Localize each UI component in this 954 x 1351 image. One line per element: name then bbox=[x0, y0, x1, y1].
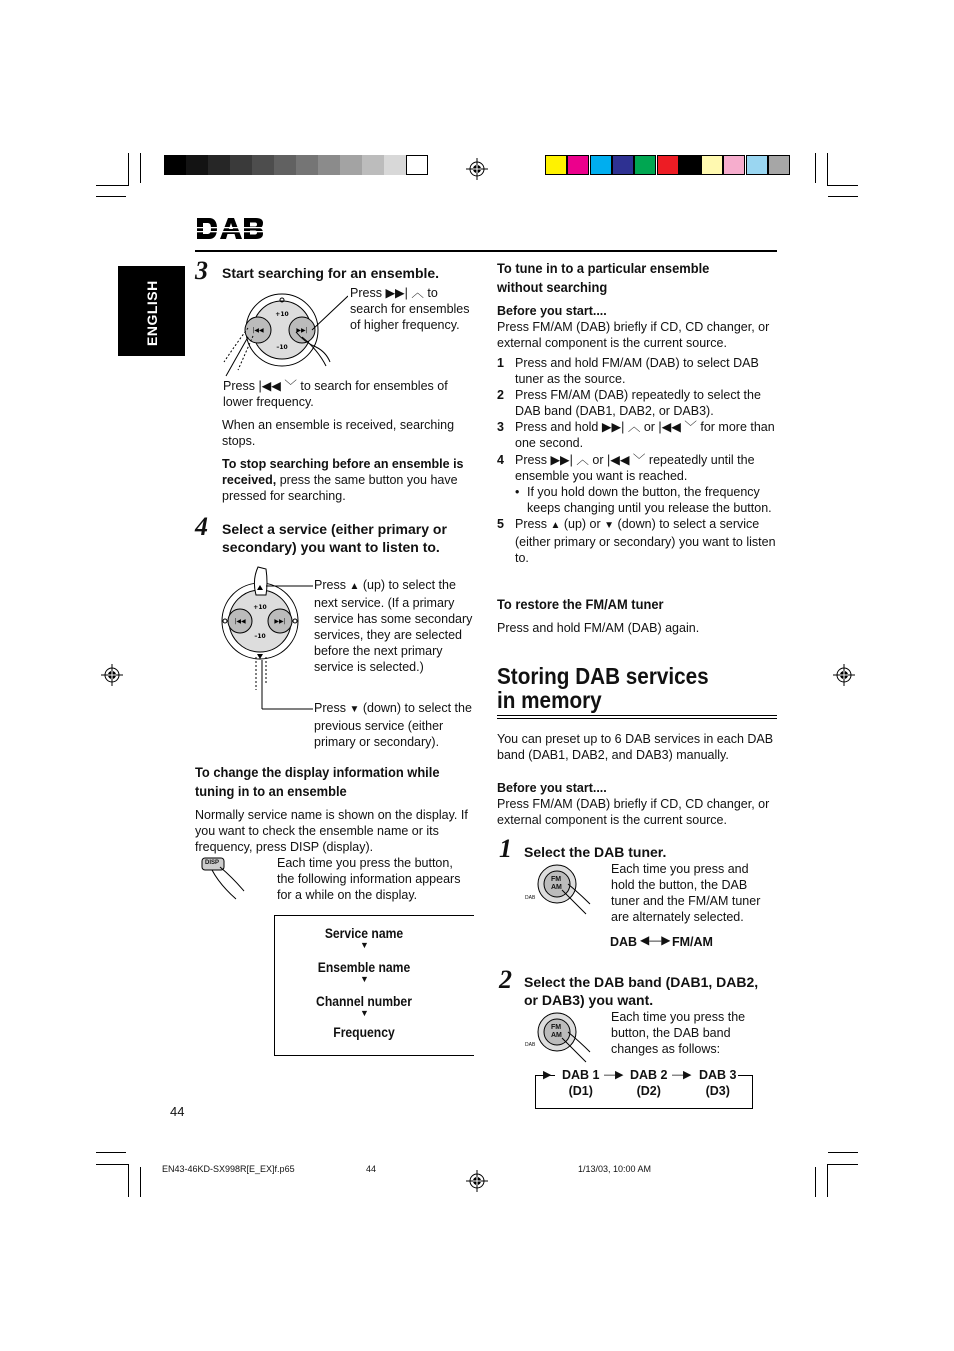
footer-file: EN43-46KD-SX998R[E_EX]f.p65 bbox=[162, 1164, 295, 1174]
fmam-button-bottom: AM bbox=[551, 884, 562, 891]
prev-down-icon: |◀◀ ﹀ bbox=[258, 379, 297, 393]
tune-before-body: Press FM/AM (DAB) briefly if CD, CD changer, or external component is the current source. bbox=[497, 320, 770, 350]
down-arrow-icon: ▼ bbox=[360, 974, 369, 984]
footer-page: 44 bbox=[366, 1164, 377, 1174]
display-cycle-item: Service name bbox=[324, 926, 404, 941]
storing-heading: Storing DAB services in memory bbox=[497, 663, 709, 713]
step3-title: Start searching for an ensemble. bbox=[222, 265, 440, 281]
display-cycle-item: Channel number bbox=[316, 994, 412, 1009]
fmam-button-side-2: DAB bbox=[525, 1042, 536, 1048]
tune-step-1: 1 Press and hold FM/AM (DAB) to select DAB tuner as the source. bbox=[497, 356, 759, 386]
tune-step-3: 3 Press and hold ▶▶| ︿ or |◀◀ ﹀ for more than one second. bbox=[497, 420, 775, 450]
gray-swatch bbox=[318, 155, 340, 175]
svg-text:|◀◀: |◀◀ bbox=[234, 618, 246, 625]
step4-up-text: Press ▲ (up) to select the next service. (If a primary service has some secondary services, they are selected before the next primary service is selected.) bbox=[314, 578, 473, 674]
up-triangle-icon: ▲ bbox=[349, 581, 360, 592]
color-swatch bbox=[590, 155, 612, 175]
storing-rule bbox=[497, 715, 777, 716]
language-tab bbox=[118, 266, 185, 356]
color-swatch bbox=[768, 155, 790, 175]
display-heading: To change the display information while tuning in to an ensemble bbox=[195, 764, 440, 799]
band-2: DAB 2 (D2) bbox=[630, 1068, 668, 1098]
gray-swatch bbox=[208, 155, 230, 175]
next-up-icon: ▶▶| ︿ bbox=[601, 420, 641, 434]
header-rule bbox=[195, 250, 777, 252]
registration-mark-bottom bbox=[466, 1170, 488, 1192]
store-step2-number: 2 bbox=[499, 965, 512, 994]
storing-rule-2 bbox=[497, 718, 777, 719]
next-up-icon: ▶▶| ︿ bbox=[385, 286, 424, 300]
gray-swatch bbox=[252, 155, 274, 175]
color-swatch bbox=[612, 155, 634, 175]
tune-step-4: 4 Press ▶▶| ︿ or |◀◀ ﹀ repeatedly until the ensemble you want is reached. bbox=[497, 453, 755, 483]
gray-swatch bbox=[384, 155, 406, 175]
tune-step-5: 5 Press ▲ (up) or ▼ (down) to select a service (either primary or secondary) you want to listen to. bbox=[497, 517, 776, 565]
display-cycle-item: Frequency bbox=[333, 1025, 395, 1040]
color-swatch bbox=[567, 155, 589, 175]
store-step1-title: Select the DAB tuner. bbox=[524, 844, 667, 860]
display-cycle-item: Ensemble name bbox=[317, 960, 411, 975]
tune-bullet: • If you hold down the button, the frequency keeps changing until you release the button. bbox=[515, 485, 772, 515]
down-arrow-icon: ▼ bbox=[360, 940, 369, 950]
color-swatch bbox=[679, 155, 701, 175]
control-dial-updown-icon bbox=[218, 565, 318, 710]
bullet-dot-icon: • bbox=[515, 485, 520, 499]
display-body: Normally service name is shown on the display. If you want to check the ensemble name or its frequency, press DISP (display). bbox=[195, 808, 468, 854]
disp-button-label: DISP bbox=[205, 860, 220, 866]
control-dial-icon bbox=[218, 292, 348, 377]
gray-swatch bbox=[186, 155, 208, 175]
down-arrow-icon: ▼ bbox=[360, 1008, 369, 1018]
store-step1-number: 1 bbox=[499, 834, 512, 863]
svg-text:▶▶|: ▶▶| bbox=[296, 327, 308, 334]
prev-down-icon: |◀◀ ﹀ bbox=[606, 453, 646, 467]
tune-heading: To tune in to a particular ensemble without searching bbox=[497, 260, 710, 295]
restore-heading: To restore the FM/AM tuner bbox=[497, 596, 664, 612]
fmam-button-icon bbox=[522, 862, 610, 917]
band-arrow-icon: —▶ bbox=[672, 1069, 692, 1081]
gray-swatch bbox=[274, 155, 296, 175]
color-swatch bbox=[545, 155, 567, 175]
step3-lower-text: Press |◀◀ ﹀ to search for ensembles of lower frequency. bbox=[223, 379, 448, 409]
band-cycle-top-right bbox=[738, 1075, 752, 1076]
gray-swatch bbox=[340, 155, 362, 175]
band-3: DAB 3 (D3) bbox=[699, 1068, 737, 1098]
tune-step-2: 2 Press FM/AM (DAB) repeatedly to select the DAB band (DAB1, DAB2, or DAB3). bbox=[497, 388, 761, 418]
svg-text:+10: +10 bbox=[253, 604, 267, 611]
gray-swatch bbox=[362, 155, 384, 175]
color-swatch bbox=[634, 155, 656, 175]
gray-swatch bbox=[296, 155, 318, 175]
svg-text:–10: –10 bbox=[254, 633, 266, 640]
step3-number: 3 bbox=[195, 256, 208, 285]
color-swatch bbox=[723, 155, 745, 175]
registration-mark-left bbox=[101, 664, 123, 686]
double-arrow-icon: ◀—▶ bbox=[640, 933, 671, 947]
fmam-button-bottom-2: AM bbox=[551, 1032, 562, 1039]
storing-intro: You can preset up to 6 DAB services in each DAB band (DAB1, DAB2, and DAB3) manually. bbox=[497, 732, 774, 762]
fmam-button-top-2: FM bbox=[551, 1024, 562, 1031]
language-tab-label: ENGLISH bbox=[144, 280, 160, 346]
fmam-button-icon-2 bbox=[522, 1010, 610, 1065]
restore-body: Press and hold FM/AM (DAB) again. bbox=[497, 621, 700, 635]
prev-down-icon: |◀◀ ﹀ bbox=[658, 420, 697, 434]
display-each-time: Each time you press the button, the following information appears for a while on the display. bbox=[277, 856, 461, 902]
registration-mark-top bbox=[466, 158, 488, 180]
gray-swatch bbox=[406, 155, 428, 175]
up-triangle-icon: ▲ bbox=[550, 520, 561, 531]
dab-toggle-right: FM/AM bbox=[672, 935, 713, 949]
band-1: DAB 1 (D1) bbox=[562, 1068, 600, 1098]
next-up-icon: ▶▶| ︿ bbox=[550, 453, 589, 467]
step4-title: Select a service (either primary or secondary) you want to listen to. bbox=[222, 521, 447, 555]
tune-steps bbox=[497, 355, 779, 566]
step4-number: 4 bbox=[195, 512, 208, 541]
page-number: 44 bbox=[170, 1104, 185, 1119]
color-swatch bbox=[657, 155, 679, 175]
svg-text:▶▶|: ▶▶| bbox=[274, 618, 286, 625]
gray-swatch bbox=[230, 155, 252, 175]
step4-down-text: Press ▼ (down) to select the previous service (either primary or secondary). bbox=[314, 701, 472, 749]
svg-text:–10: –10 bbox=[276, 344, 288, 351]
step3-higher-text: Press ▶▶| ︿ to search for ensembles of higher frequency. bbox=[350, 286, 470, 332]
fmam-button-side: DAB bbox=[525, 895, 536, 901]
fmam-button-top: FM bbox=[551, 876, 562, 883]
gray-swatch bbox=[164, 155, 186, 175]
color-swatch bbox=[701, 155, 723, 175]
step3-stop: To stop searching before an ensemble is received, press the same button you have pressed for searching. bbox=[222, 457, 464, 503]
registration-mark-right bbox=[833, 664, 855, 686]
svg-text:|◀◀: |◀◀ bbox=[252, 327, 264, 334]
store-step2-title: Select the DAB band (DAB1, DAB2, or DAB3) you want. bbox=[524, 974, 759, 1008]
storing-before-body: Press FM/AM (DAB) briefly if CD, CD changer, or external component is the current source. bbox=[497, 797, 770, 827]
dab-toggle-left: DAB bbox=[610, 935, 638, 949]
storing-before: Before you start.... bbox=[497, 781, 607, 795]
store-step1-desc: Each time you press and hold the button, the DAB tuner and the FM/AM tuner are alternately selected. bbox=[611, 862, 761, 924]
footer-date: 1/13/03, 10:00 AM bbox=[578, 1164, 652, 1174]
step3-received: When an ensemble is received, searching stops. bbox=[222, 418, 455, 448]
dab-logo bbox=[195, 216, 265, 241]
svg-text:+10: +10 bbox=[275, 311, 289, 318]
down-triangle-icon: ▼ bbox=[349, 704, 360, 715]
tune-before: Before you start.... bbox=[497, 304, 607, 318]
band-arrow-icon: ▶ bbox=[543, 1069, 552, 1081]
down-triangle-icon: ▼ bbox=[604, 520, 615, 531]
band-arrow-icon: —▶ bbox=[604, 1069, 624, 1081]
store-step2-desc: Each time you press the button, the DAB band changes as follows: bbox=[611, 1010, 746, 1056]
color-swatch bbox=[746, 155, 768, 175]
